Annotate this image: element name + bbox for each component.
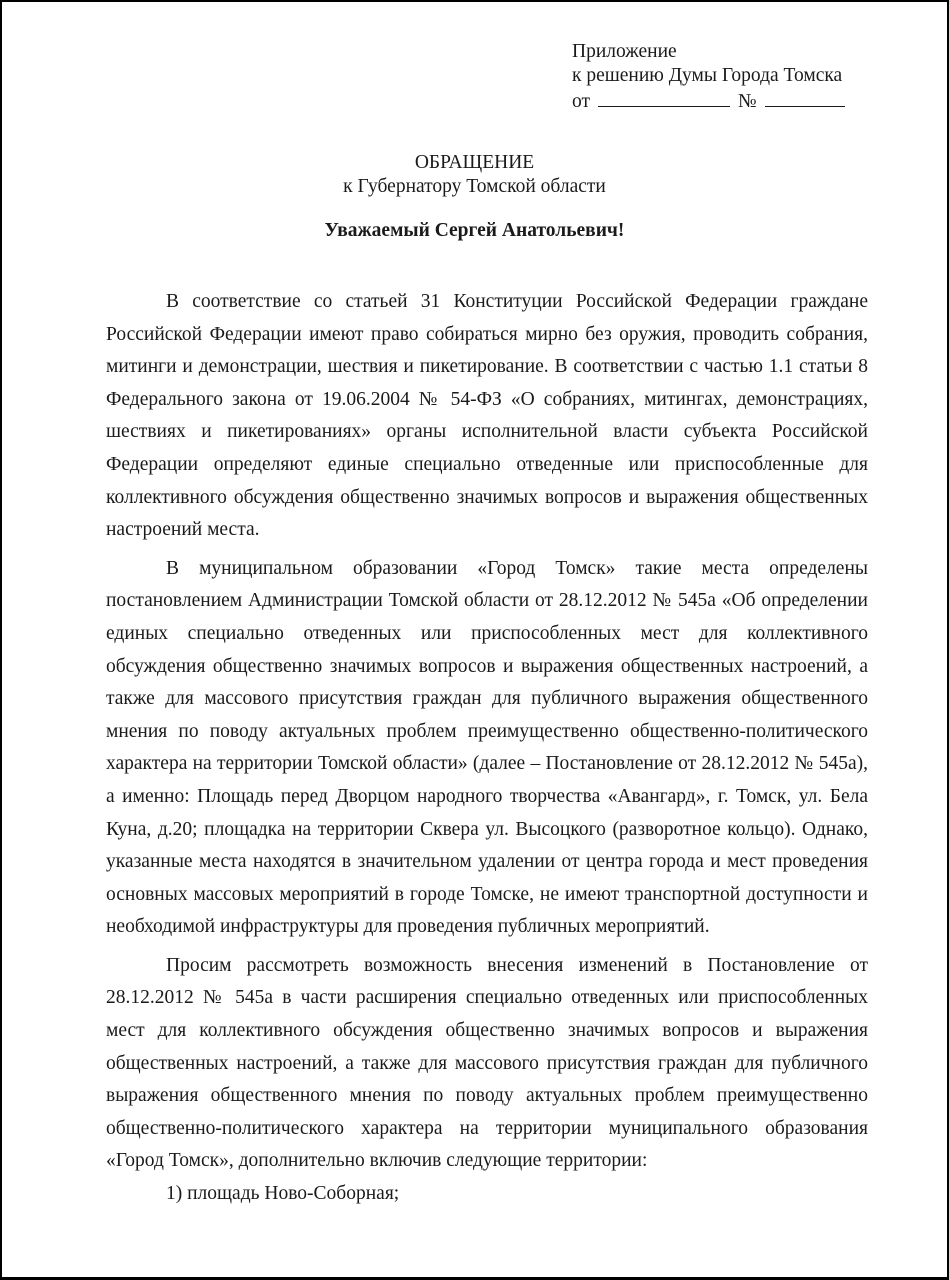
title-subheading: к Губернатору Томской области [343,176,606,197]
paragraph: Просим рассмотреть возможность внесения изменений в Постановление от 28.12.2012 № 545а в части расширения специально отведенных или приспособленных мест для коллективного обсуждения общественно значимых вопросов и выражения общественных настроений, а также для массового присутствия граждан для публичного выражения общественного мнения по поводу актуальных проблем преимущественно общественно-политического характера на территории муниципального образования «Город Томск», дополнительно включив следующие территории: [106,954,868,1172]
date-blank-field [598,88,730,107]
appendix-label: Приложение [572,41,677,62]
date-prefix: от [572,91,591,112]
number-blank-field [765,88,845,107]
appendix-block [572,40,845,114]
paragraph: В соответствие со статьей 31 Конституции Российской Федерации граждане Российской Федерации имеют право собираться мирно без оружия, проводить собрания, митинги и демонстрации, шествия и пикетирование. В соответствии с частью 1.1 статьи 8 Федерального закона от 19.06.2004 № 54-ФЗ «О собраниях, митингах, демонстрациях, шествиях и пикетированиях» органы исполнительной власти субъекта Российской Федерации определяют единые специально отведенные или приспособленные для коллективного обсуждения общественно значимых вопросов и выражения общественных настроений места. [106,291,868,541]
list-item: 1) площадь Ново-Соборная; [166,1183,400,1205]
number-prefix: № [738,91,757,112]
title-heading: ОБРАЩЕНИЕ [414,152,535,173]
appendix-decision-ref: к решению Думы Города Томска [572,65,843,86]
document-title [2,151,947,199]
appendix-date-number-line [572,88,845,114]
paragraph: В муниципальном образовании «Город Томск» такие места определены постановлением Администрации Томской области от 28.12.2012 № 545а «Об определении единых специально отведенных или приспособленных мест для коллективного обсуждения общественно значимых вопросов и выражения общественных настроений, а также для массового присутствия граждан для публичного выражения общественного мнения по поводу актуальных проблем преимущественно общественно-политического характера на территории Томской области» (далее – Постановление от 28.12.2012 № 545а), а именно: Площадь перед Дворцом народного творчества «Авангард», г. Томск, ул. Бела Куна, д.20; площадка на территории Сквера ул. Высоцкого (разворотное кольцо). Однако, указанные места находятся в значительном удалении от центра города и мест проведения основных массовых мероприятий в городе Томске, не имеют транспортной доступности и необходимой инфраструктуры для проведения публичных мероприятий. [106,557,868,938]
greeting: Уважаемый Сергей Анатольевич! [324,220,625,241]
document-body [106,286,868,1211]
